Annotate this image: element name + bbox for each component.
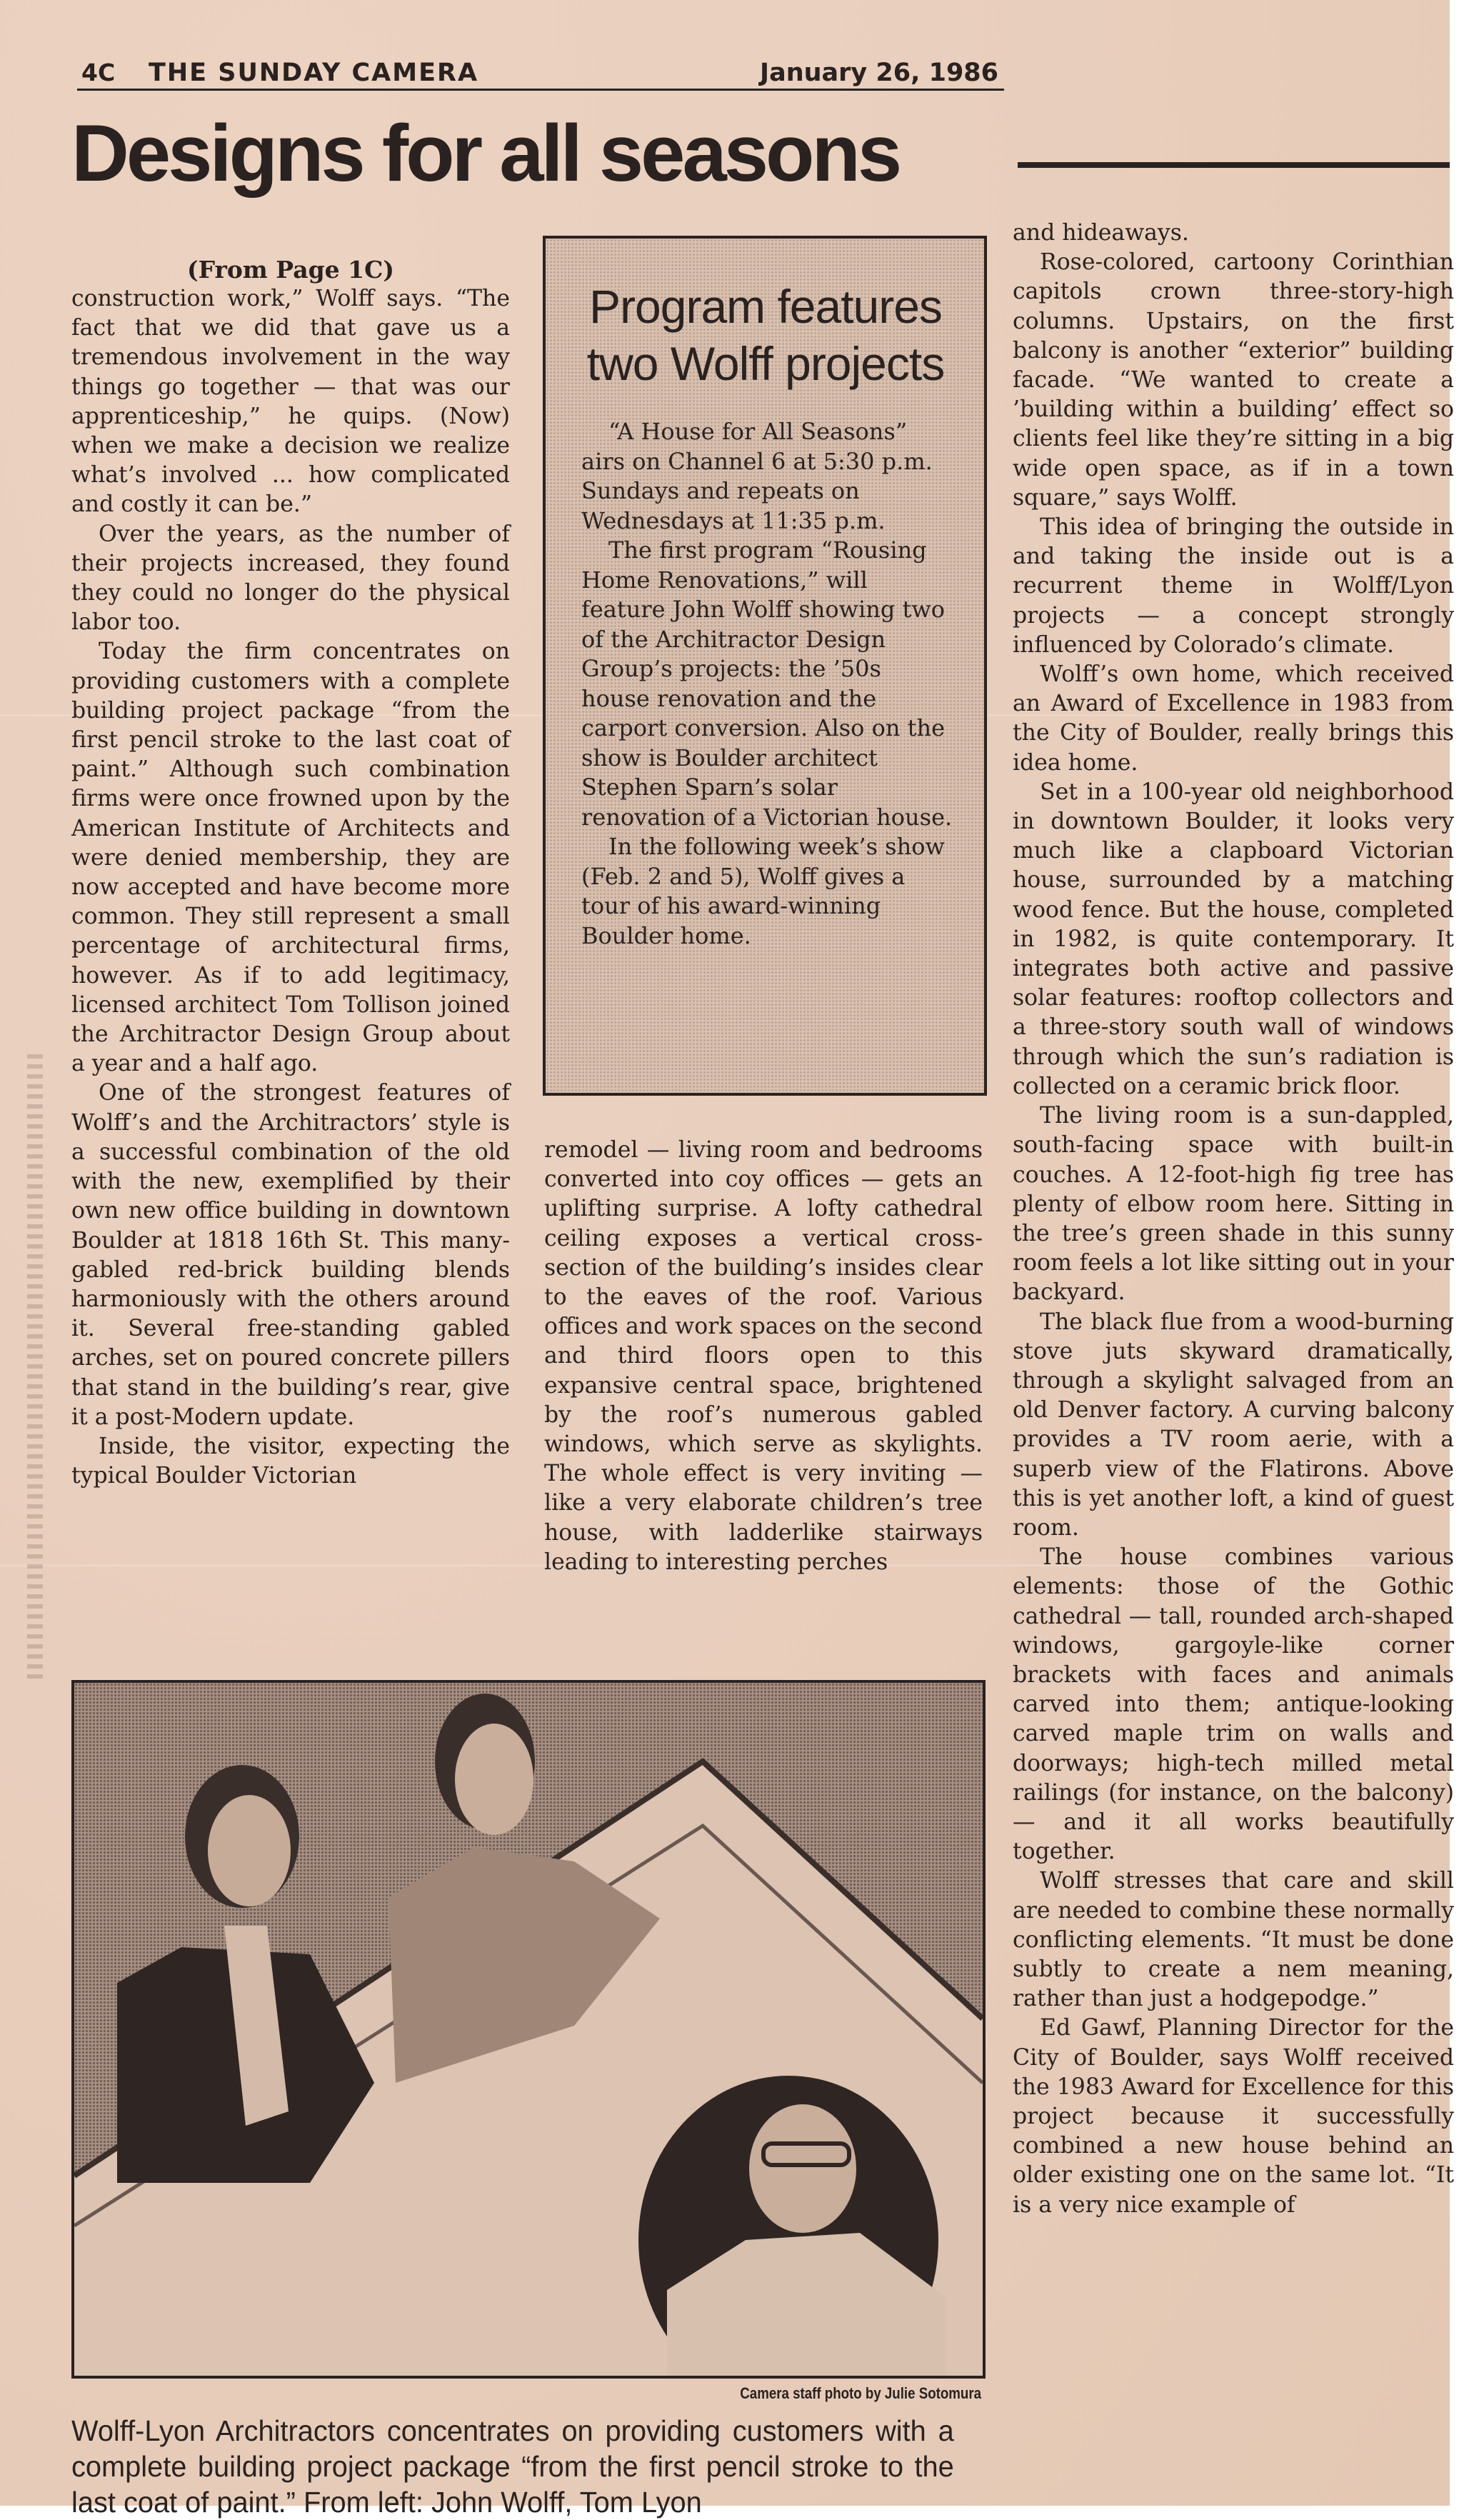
paragraph: and hideaways.: [1013, 220, 1189, 246]
photo-credit: Camera staff photo by Julie Sotomura: [740, 2384, 981, 2402]
photo-caption: Wolff-Lyon Architractors concentrates on providing customers with a complete building project package “from the first pencil stroke to the last coat of paint.” From left: John Wolff, Tom Lyon: [71, 2414, 954, 2519]
paragraph: Today the firm concentrates on providing customers with a complete building project package “from the first pencil stroke to the last coat of paint.” Although such combination firms were once frowned upon by the American Institute of Architects and were denied membership, they are now accepted and have become more common. They still represent a small percentage of architectural firms, however. As if to add legitimacy, licensed architect Tom Tollison joined the Architractor Design Group about a year and a half ago.: [71, 639, 510, 1077]
person-middle-face: [455, 1724, 533, 1835]
jump-line: (From Page 1C): [187, 256, 394, 284]
sidebar-box: [543, 236, 987, 1096]
paragraph: The black flue from a wood-burning stove juts skyward dramatically, through a skylight salvaged from an old Denver factory. A curving balcony provides a TV room aerie, with a superb view of the Flatirons. Above this is yet another loft, a kind of guest room.: [1013, 1309, 1454, 1541]
sidebar-title: Program features two Wolff projects: [586, 280, 945, 390]
paragraph: One of the strongest features of Wolff’s and the Architractors’ style is a successful combination of the old with the new, exemplified by their own new office building in downtown Boulder at 1818 16th St. This many-gabled red-brick building blends harmoniously with the others around it. Several free-standing gabled arches, set on poured concrete pillers that stand in the building’s rear, give it a post-Modern update.: [71, 1080, 510, 1430]
paragraph: Wolff’s own home, which received an Award of Excellence in 1983 from the City of Boulder, really brings this idea home.: [1013, 661, 1454, 776]
paragraph: The living room is a sun-dappled, south-facing space with built-in couches. A 12-foot-high fig tree has plenty of elbow room here. Sitting in the tree’s green shade in this sunny room feels a lot like sitting out in your backyard.: [1013, 1103, 1454, 1306]
person-left-face: [208, 1795, 291, 1906]
paragraph: This idea of bringing the outside in and taking the inside out is a recurrent theme in Wolff/Lyon projects — a concept strongly influenced by Colorado’s climate.: [1013, 514, 1454, 658]
paragraph: Rose-colored, cartoony Corinthian capitols crown three-story-high columns. Upstairs, on the first balcony is another “exterior” building facade. “We wanted to create a ’building within a building’ effect so clients feel like they’re sitting in a big wide open space, as if in a town square,” says Wolff.: [1013, 249, 1454, 511]
paragraph: Inside, the visitor, expecting the typical Boulder Victorian: [71, 1433, 510, 1489]
article-column-1: [71, 256, 510, 1491]
paragraph: Ed Gawf, Planning Director for the City of Boulder, says Wolff received the 1983 Award for Excellence for this project because it successfully combined a new house behind an older existing one on the same lot. “It is a very nice example of: [1013, 2015, 1454, 2218]
news-photo: [71, 1680, 986, 2379]
person-right-face: [749, 2104, 856, 2233]
paragraph: Wolff stresses that care and skill are needed to combine these normally conflicting elements. “It must be done subtly to create a nem meaning, rather than just a hodgepodge.”: [1013, 1868, 1454, 2012]
issue-date: January 26, 1986: [760, 59, 998, 87]
paragraph: construction work,” Wolff says. “The fact that we did that gave us a tremendous involvement in the way things go together — that was our apprenticeship,” he quips. (Now) when we make a decision we realize what’s involved ... how complicated and costly it can be.”: [71, 286, 510, 518]
paragraph: Set in a 100-year old neighborhood in downtown Boulder, it looks very much like a clapboard Victorian house, surrounded by a matching wood fence. But the house, completed in 1982, is quite contemporary. It integrates both active and passive solar features: rooftop collectors and a three-story south wall of windows through which the sun’s radiation is collected on a ceramic brick floor.: [1013, 779, 1454, 1099]
show-through-marks: [27, 1050, 43, 1679]
paragraph: Over the years, as the number of their projects increased, they found they could no longer do the physical labor too.: [71, 521, 510, 636]
publication-name: THE SUNDAY CAMERA: [149, 59, 479, 87]
article-column-3: [1013, 219, 1454, 2220]
sidebar-paragraph: “A House for All Seasons” airs on Channel 6 at 5:30 p.m. Sundays and repeats on Wednesdays at 11:35 p.m.: [581, 418, 933, 534]
headline: Designs for all seasons: [71, 109, 900, 198]
sidebar-body: [581, 417, 953, 951]
sidebar-paragraph: In the following week’s show (Feb. 2 and 5), Wolff gives a tour of his award-winning Boulder home.: [581, 833, 945, 949]
article-column-2: [544, 1136, 983, 1577]
paragraph: The house combines various elements: those of the Gothic cathedral — tall, rounded arch-shaped windows, gargoyle-like corner brackets with faces and animals carved into them; antique-looking carved maple trim on walls and doorways; high-tech milled metal railings (for instance, on the balcony) — and it all works beautifully together.: [1013, 1544, 1454, 1865]
sidebar-paragraph: The first program “Rousing Home Renovations,” will feature John Wolff showing two of the Architractor Design Group’s projects: the ’50s house renovation and the carport conversion. Also on the show is Boulder architect Stephen Sparn’s solar renovation of a Victorian house.: [581, 536, 953, 831]
page-runner: [77, 57, 1004, 91]
headline-rule: [1018, 162, 1450, 168]
page-number: 4C: [81, 59, 116, 86]
photo-illustration: [74, 1683, 983, 2376]
paragraph: remodel — living room and bedrooms converted into coy offices — gets an uplifting surprise. A lofty cathedral ceiling exposes a vertical cross-section of the building’s insides clear to the eaves of the roof. Various offices and work spaces on the second and third floors open to this expansive central space, brightened by the roof’s numerous gabled windows, which serve as skylights. The whole effect is very inviting — like a very elaborate children’s tree house, with ladderlike stairways leading to interesting perches: [544, 1137, 983, 1575]
